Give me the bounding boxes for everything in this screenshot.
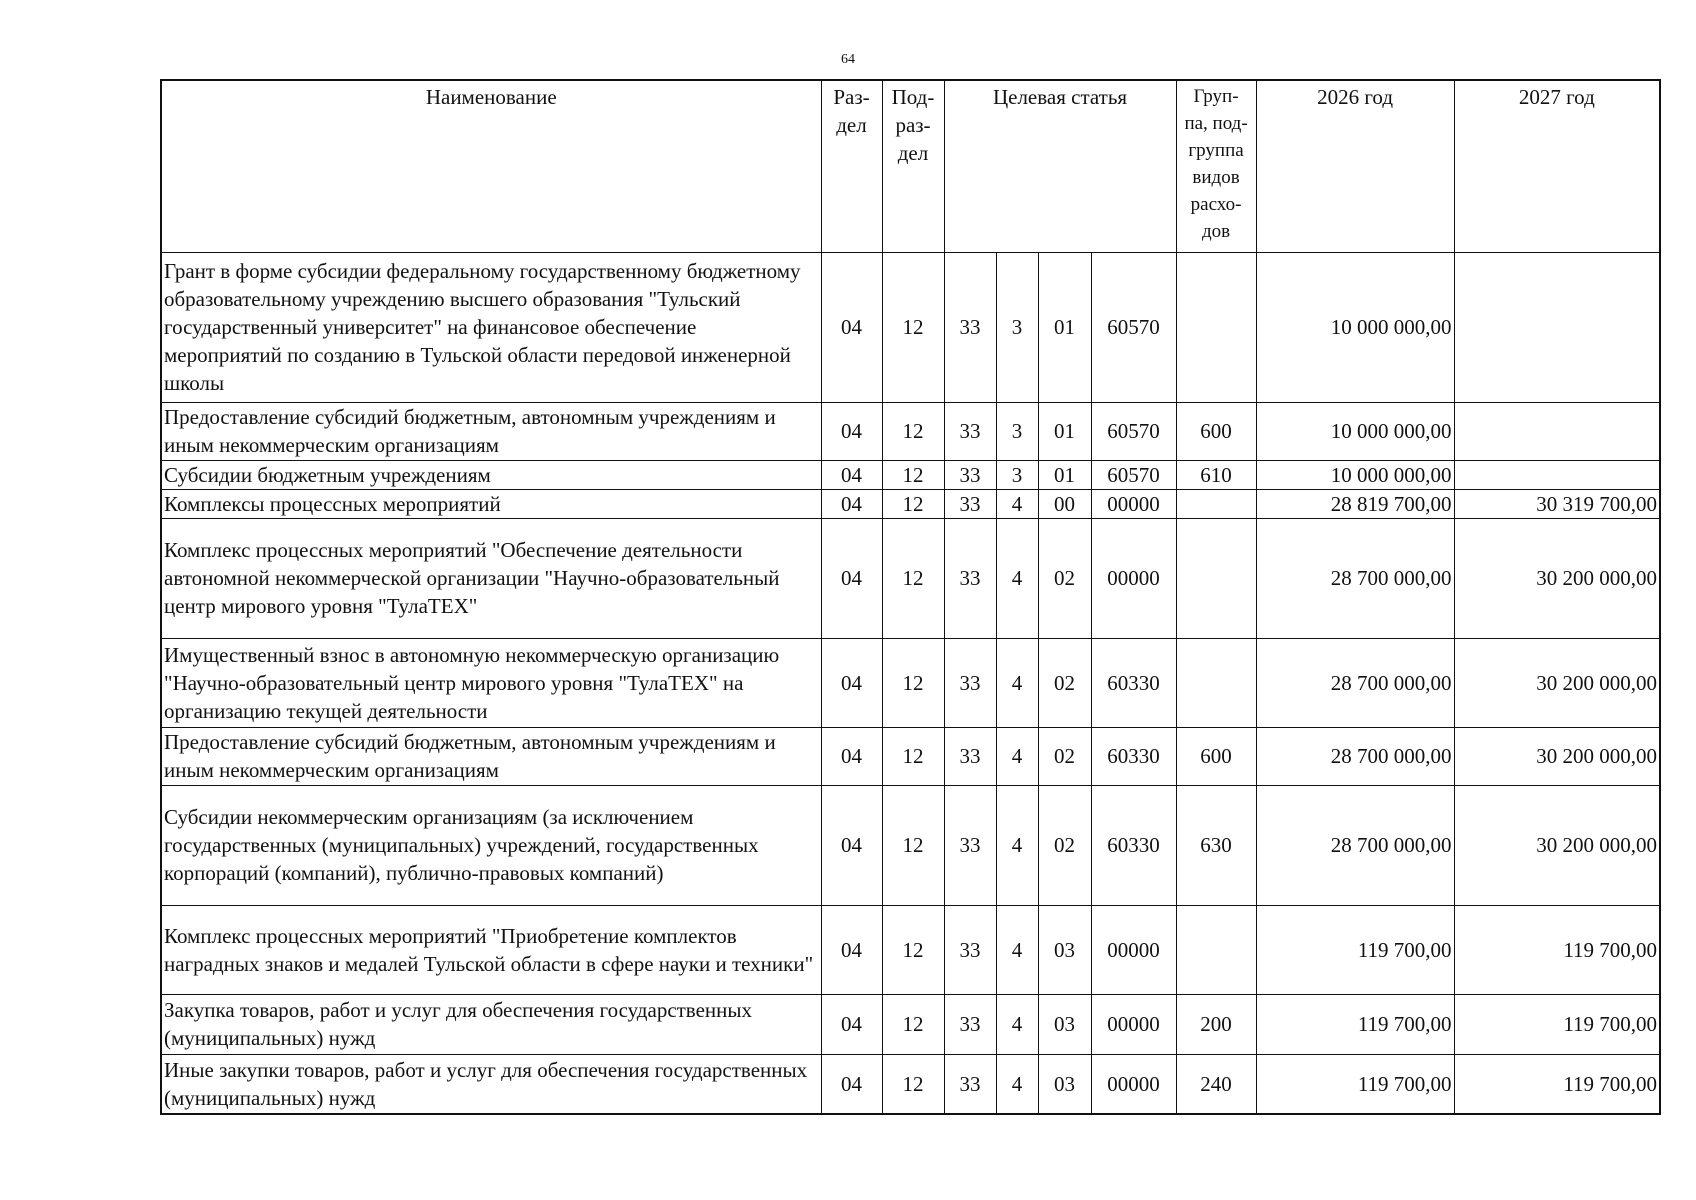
row-article-direction: 60330	[1091, 785, 1176, 905]
row-expense-group	[1176, 638, 1256, 727]
row-article-direction: 00000	[1091, 1054, 1176, 1114]
row-subsection: 12	[882, 252, 944, 402]
row-article-direction: 60570	[1091, 402, 1176, 460]
row-article-element: 02	[1038, 518, 1091, 638]
row-article-program: 33	[944, 638, 996, 727]
row-section: 04	[821, 638, 882, 727]
row-section: 04	[821, 727, 882, 785]
table-row	[161, 252, 1660, 402]
table-row	[161, 489, 1660, 518]
row-article-element: 01	[1038, 460, 1091, 489]
row-article-element: 02	[1038, 785, 1091, 905]
row-expense-group: 200	[1176, 994, 1256, 1054]
row-amount-2026: 10 000 000,00	[1256, 460, 1454, 489]
table-row	[161, 402, 1660, 460]
row-name: Предоставление субсидий бюджетным, автономным учреждениям и иным некоммерческим организациям	[161, 402, 821, 460]
row-subsection: 12	[882, 489, 944, 518]
row-article-type: 4	[996, 1054, 1038, 1114]
row-section: 04	[821, 252, 882, 402]
row-article-program: 33	[944, 1054, 996, 1114]
row-subsection: 12	[882, 402, 944, 460]
header-expense-group: Груп- па, под- группа видов расхо- дов	[1176, 80, 1256, 252]
row-expense-group	[1176, 905, 1256, 994]
row-section: 04	[821, 1054, 882, 1114]
row-amount-2027	[1454, 252, 1660, 402]
header-year-2027: 2027 год	[1454, 80, 1660, 252]
row-amount-2026: 10 000 000,00	[1256, 402, 1454, 460]
row-article-element: 01	[1038, 402, 1091, 460]
row-name: Грант в форме субсидии федеральному государственному бюджетному образовательному учреждению высшего образования "Тульский государственный университет" на финансовое обеспечение мероприятий по созданию в Тульской области передовой инженерной школы	[161, 252, 821, 402]
row-article-direction: 00000	[1091, 518, 1176, 638]
header-name: Наименование	[161, 80, 821, 252]
table-row	[161, 638, 1660, 727]
row-article-direction: 60330	[1091, 638, 1176, 727]
row-expense-group: 600	[1176, 402, 1256, 460]
row-subsection: 12	[882, 905, 944, 994]
row-article-element: 03	[1038, 1054, 1091, 1114]
row-article-direction: 00000	[1091, 905, 1176, 994]
row-article-type: 4	[996, 638, 1038, 727]
budget-table	[160, 79, 1661, 1115]
row-name: Закупка товаров, работ и услуг для обеспечения государственных (муниципальных) нужд	[161, 994, 821, 1054]
row-name: Субсидии некоммерческим организациям (за исключением государственных (муниципальных) учреждений, государственных корпораций (компаний), публично-правовых компаний)	[161, 785, 821, 905]
row-article-program: 33	[944, 905, 996, 994]
row-expense-group: 630	[1176, 785, 1256, 905]
row-section: 04	[821, 460, 882, 489]
row-article-direction: 60570	[1091, 460, 1176, 489]
header-year-2026: 2026 год	[1256, 80, 1454, 252]
table-row	[161, 518, 1660, 638]
row-subsection: 12	[882, 638, 944, 727]
row-article-program: 33	[944, 994, 996, 1054]
row-amount-2027: 30 319 700,00	[1454, 489, 1660, 518]
row-article-program: 33	[944, 785, 996, 905]
table-row	[161, 1054, 1660, 1114]
row-subsection: 12	[882, 518, 944, 638]
row-expense-group	[1176, 252, 1256, 402]
row-amount-2027: 30 200 000,00	[1454, 727, 1660, 785]
row-amount-2026: 119 700,00	[1256, 905, 1454, 994]
row-amount-2026: 28 700 000,00	[1256, 518, 1454, 638]
header-subsection: Под- раз- дел	[882, 80, 944, 252]
row-expense-group: 240	[1176, 1054, 1256, 1114]
row-name: Предоставление субсидий бюджетным, автономным учреждениям и иным некоммерческим организациям	[161, 727, 821, 785]
row-amount-2027: 30 200 000,00	[1454, 638, 1660, 727]
row-subsection: 12	[882, 994, 944, 1054]
row-name: Комплексы процессных мероприятий	[161, 489, 821, 518]
header-target-article: Целевая статья	[944, 80, 1176, 252]
row-subsection: 12	[882, 727, 944, 785]
row-article-type: 4	[996, 905, 1038, 994]
row-amount-2026: 28 819 700,00	[1256, 489, 1454, 518]
row-expense-group	[1176, 518, 1256, 638]
row-amount-2026: 10 000 000,00	[1256, 252, 1454, 402]
row-article-program: 33	[944, 518, 996, 638]
row-name: Иные закупки товаров, работ и услуг для обеспечения государственных (муниципальных) нужд	[161, 1054, 821, 1114]
row-article-direction: 00000	[1091, 994, 1176, 1054]
row-article-program: 33	[944, 460, 996, 489]
row-article-type: 4	[996, 489, 1038, 518]
row-amount-2027: 119 700,00	[1454, 1054, 1660, 1114]
row-article-element: 03	[1038, 994, 1091, 1054]
row-article-element: 02	[1038, 638, 1091, 727]
row-section: 04	[821, 905, 882, 994]
row-article-element: 02	[1038, 727, 1091, 785]
page-number: 64	[841, 52, 855, 67]
row-amount-2027	[1454, 402, 1660, 460]
row-article-type: 3	[996, 460, 1038, 489]
row-section: 04	[821, 785, 882, 905]
row-article-element: 00	[1038, 489, 1091, 518]
row-article-program: 33	[944, 252, 996, 402]
row-name: Имущественный взнос в автономную некоммерческую организацию "Научно-образовательный центр мирового уровня "ТулаТЕХ" на организацию текущей деятельности	[161, 638, 821, 727]
row-expense-group: 600	[1176, 727, 1256, 785]
row-amount-2027: 30 200 000,00	[1454, 785, 1660, 905]
row-section: 04	[821, 994, 882, 1054]
row-article-program: 33	[944, 727, 996, 785]
row-article-type: 3	[996, 252, 1038, 402]
row-amount-2027: 119 700,00	[1454, 994, 1660, 1054]
row-section: 04	[821, 518, 882, 638]
row-article-element: 03	[1038, 905, 1091, 994]
row-expense-group	[1176, 489, 1256, 518]
row-amount-2027: 30 200 000,00	[1454, 518, 1660, 638]
row-article-type: 4	[996, 785, 1038, 905]
table-row	[161, 905, 1660, 994]
row-amount-2026: 28 700 000,00	[1256, 785, 1454, 905]
row-article-type: 4	[996, 994, 1038, 1054]
row-article-type: 4	[996, 727, 1038, 785]
row-article-type: 4	[996, 518, 1038, 638]
table-row	[161, 785, 1660, 905]
row-article-program: 33	[944, 489, 996, 518]
table-row	[161, 994, 1660, 1054]
row-article-direction: 60570	[1091, 252, 1176, 402]
row-expense-group: 610	[1176, 460, 1256, 489]
row-article-type: 3	[996, 402, 1038, 460]
row-article-direction: 60330	[1091, 727, 1176, 785]
row-amount-2026: 119 700,00	[1256, 1054, 1454, 1114]
table-row	[161, 460, 1660, 489]
row-amount-2027	[1454, 460, 1660, 489]
table-row	[161, 727, 1660, 785]
row-subsection: 12	[882, 1054, 944, 1114]
row-amount-2026: 28 700 000,00	[1256, 727, 1454, 785]
row-name: Комплекс процессных мероприятий "Приобретение комплектов наградных знаков и медалей Тульской области в сфере науки и техники"	[161, 905, 821, 994]
row-subsection: 12	[882, 785, 944, 905]
row-amount-2026: 119 700,00	[1256, 994, 1454, 1054]
row-section: 04	[821, 402, 882, 460]
row-article-program: 33	[944, 402, 996, 460]
row-amount-2027: 119 700,00	[1454, 905, 1660, 994]
row-name: Комплекс процессных мероприятий "Обеспечение деятельности автономной некоммерческой организации "Научно-образовательный центр мирового уровня "ТулаТЕХ"	[161, 518, 821, 638]
row-article-direction: 00000	[1091, 489, 1176, 518]
row-article-element: 01	[1038, 252, 1091, 402]
header-section: Раз- дел	[821, 80, 882, 252]
row-name: Субсидии бюджетным учреждениям	[161, 460, 821, 489]
row-section: 04	[821, 489, 882, 518]
row-amount-2026: 28 700 000,00	[1256, 638, 1454, 727]
row-subsection: 12	[882, 460, 944, 489]
